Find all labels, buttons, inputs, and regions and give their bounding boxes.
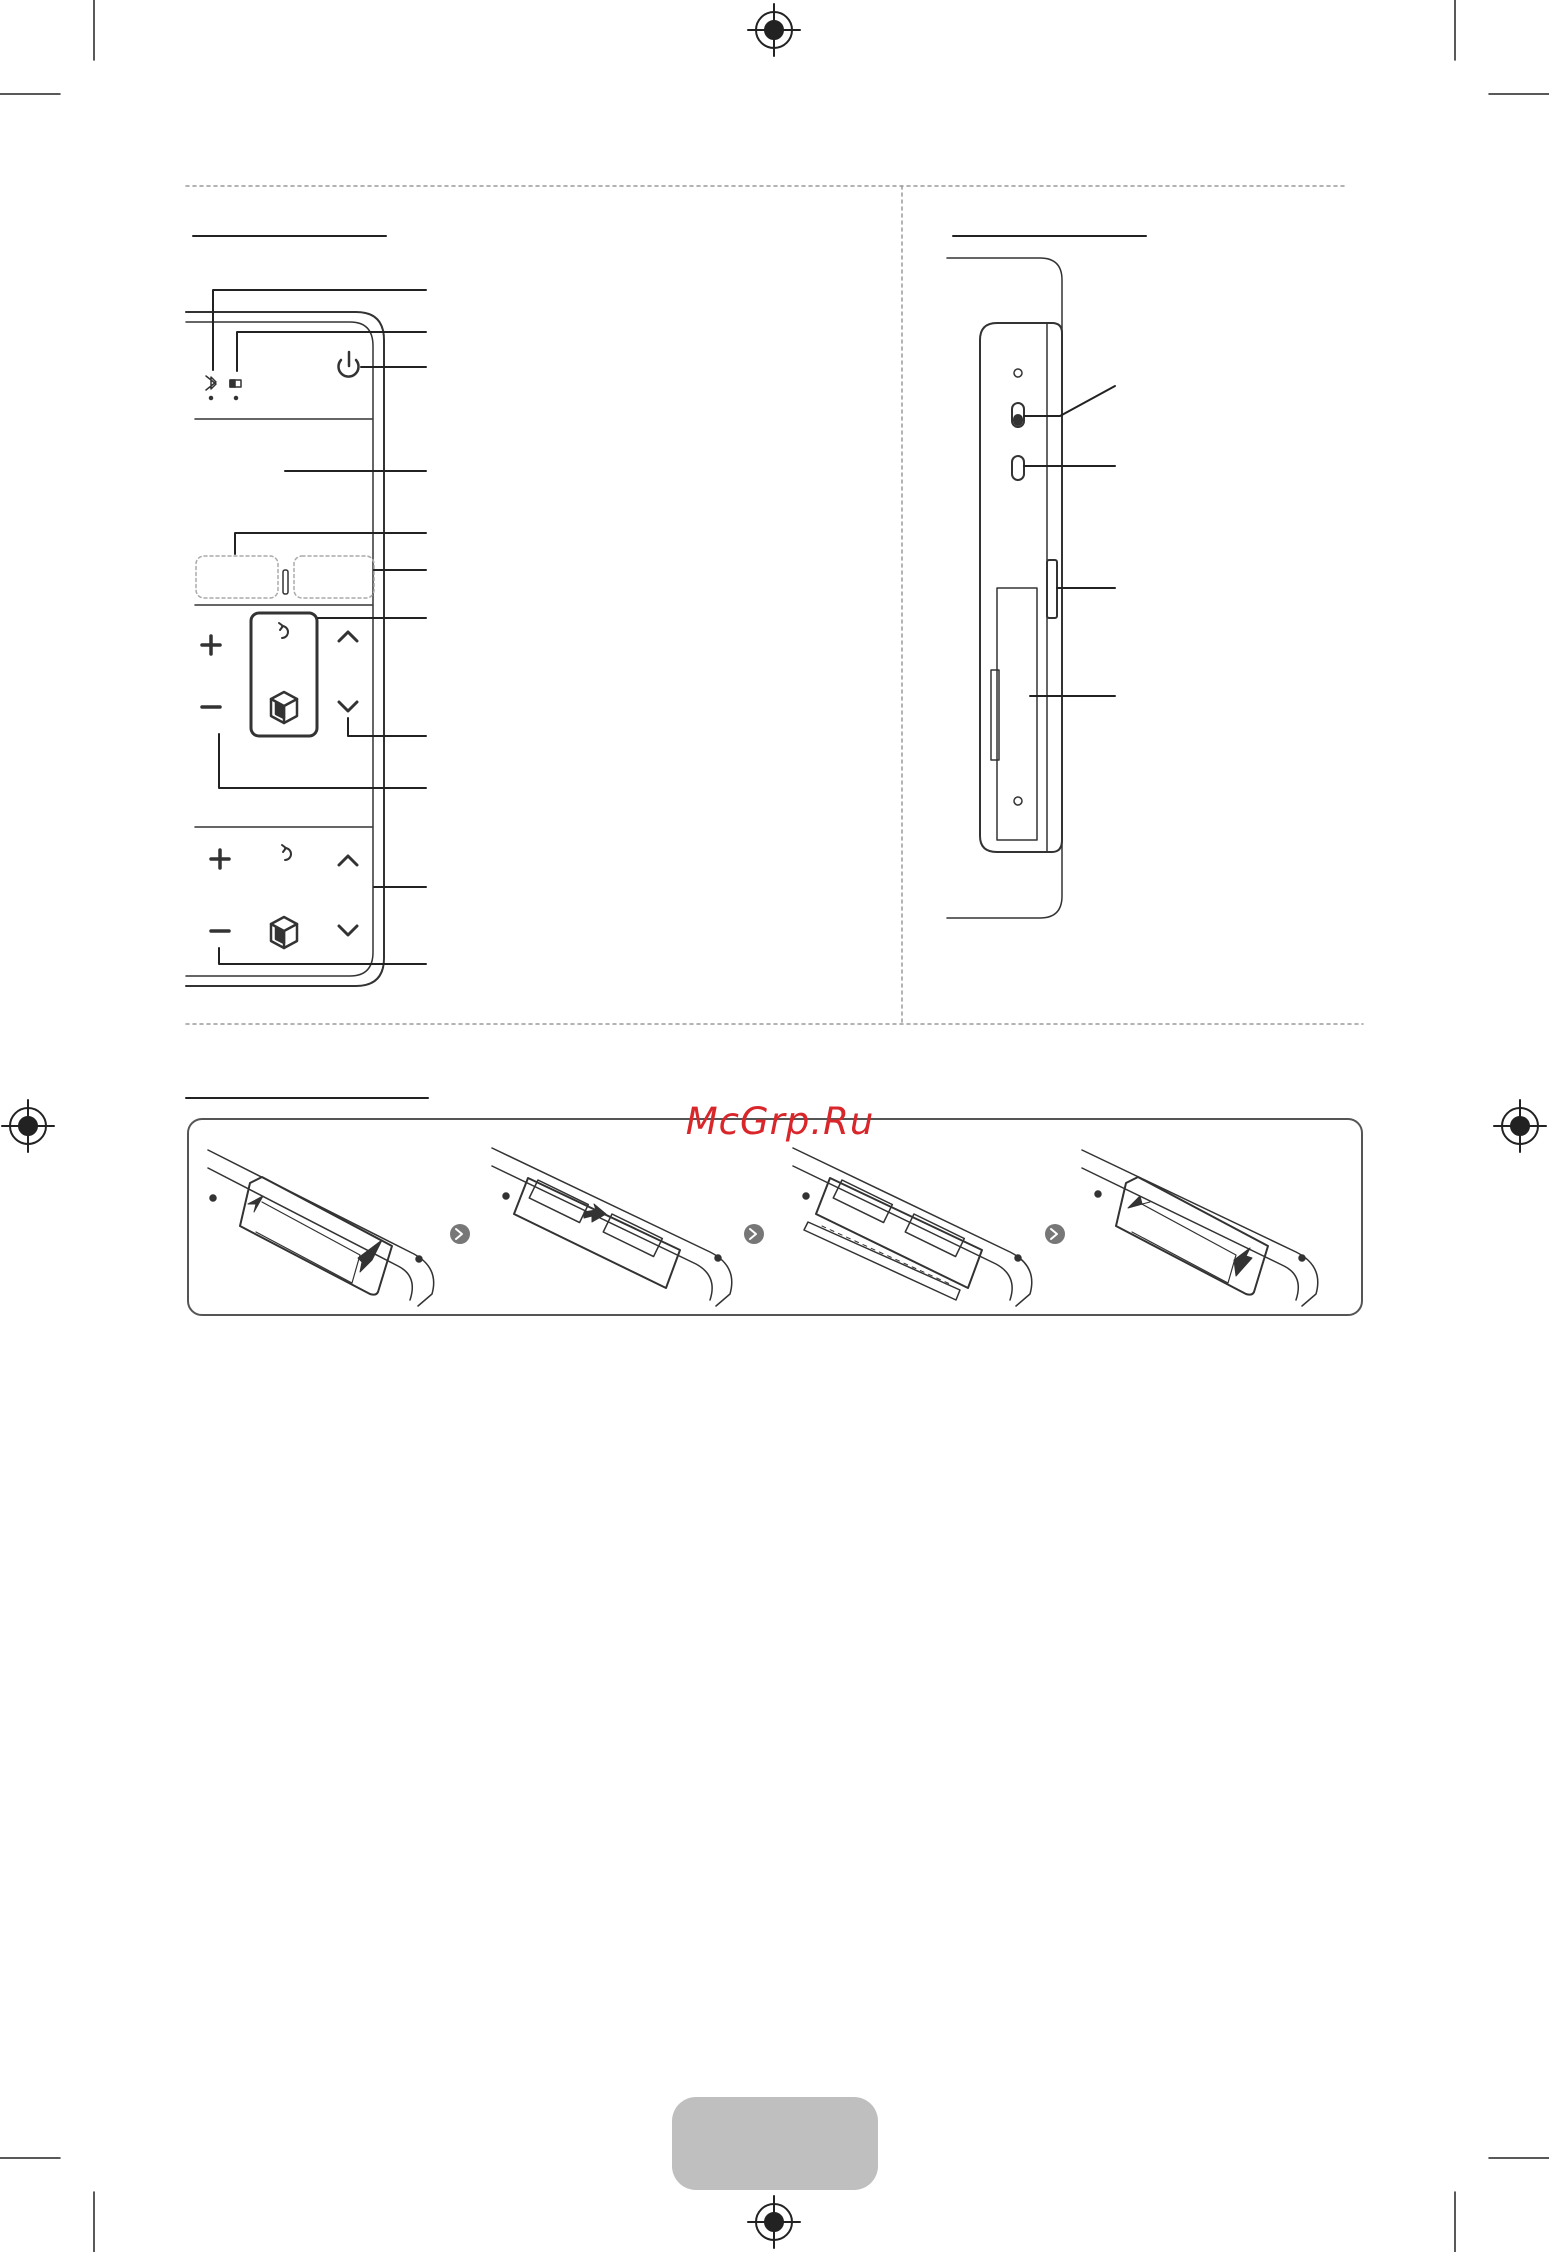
chevron-up-icon <box>339 632 357 641</box>
heading-underlines <box>186 236 1146 1098</box>
battery-step-3 <box>793 1148 1032 1306</box>
remote-front-view <box>186 290 426 986</box>
plus-icon <box>202 636 220 654</box>
battery-step-1 <box>208 1150 434 1306</box>
next-step-arrow-icon <box>450 1224 470 1244</box>
registration-mark-icon <box>1494 1100 1546 1152</box>
chevron-down-icon <box>339 926 357 935</box>
page-number-tab <box>672 2097 878 2190</box>
battery-step-2 <box>492 1148 732 1306</box>
plus-icon <box>211 850 229 868</box>
watermark-text: McGrp.Ru <box>685 1100 875 1143</box>
registration-mark-icon <box>748 2196 800 2248</box>
side-button <box>1012 456 1024 480</box>
next-step-arrow-icon <box>1045 1224 1065 1244</box>
battery-icon <box>230 380 241 400</box>
battery-install-panel <box>188 1119 1362 1315</box>
side-slot <box>1047 560 1057 618</box>
registration-mark-icon <box>2 1100 54 1152</box>
battery-step-4 <box>1082 1150 1318 1306</box>
return-icon <box>279 623 288 638</box>
remote-side-view <box>947 258 1115 918</box>
front-callout-lines <box>213 290 426 964</box>
power-icon <box>339 352 359 377</box>
registration-mark-icon <box>748 4 800 56</box>
touchpad-left-zone <box>196 556 278 598</box>
chevron-down-icon <box>339 702 357 711</box>
touchpad-right-zone <box>294 556 374 598</box>
smart-hub-cube-icon <box>271 917 297 948</box>
bluetooth-icon <box>206 376 216 400</box>
battery-cover <box>997 588 1037 840</box>
smart-hub-cube-icon <box>271 692 297 723</box>
chevron-up-icon <box>339 856 357 865</box>
return-icon <box>282 845 291 860</box>
next-step-arrow-icon <box>744 1224 764 1244</box>
